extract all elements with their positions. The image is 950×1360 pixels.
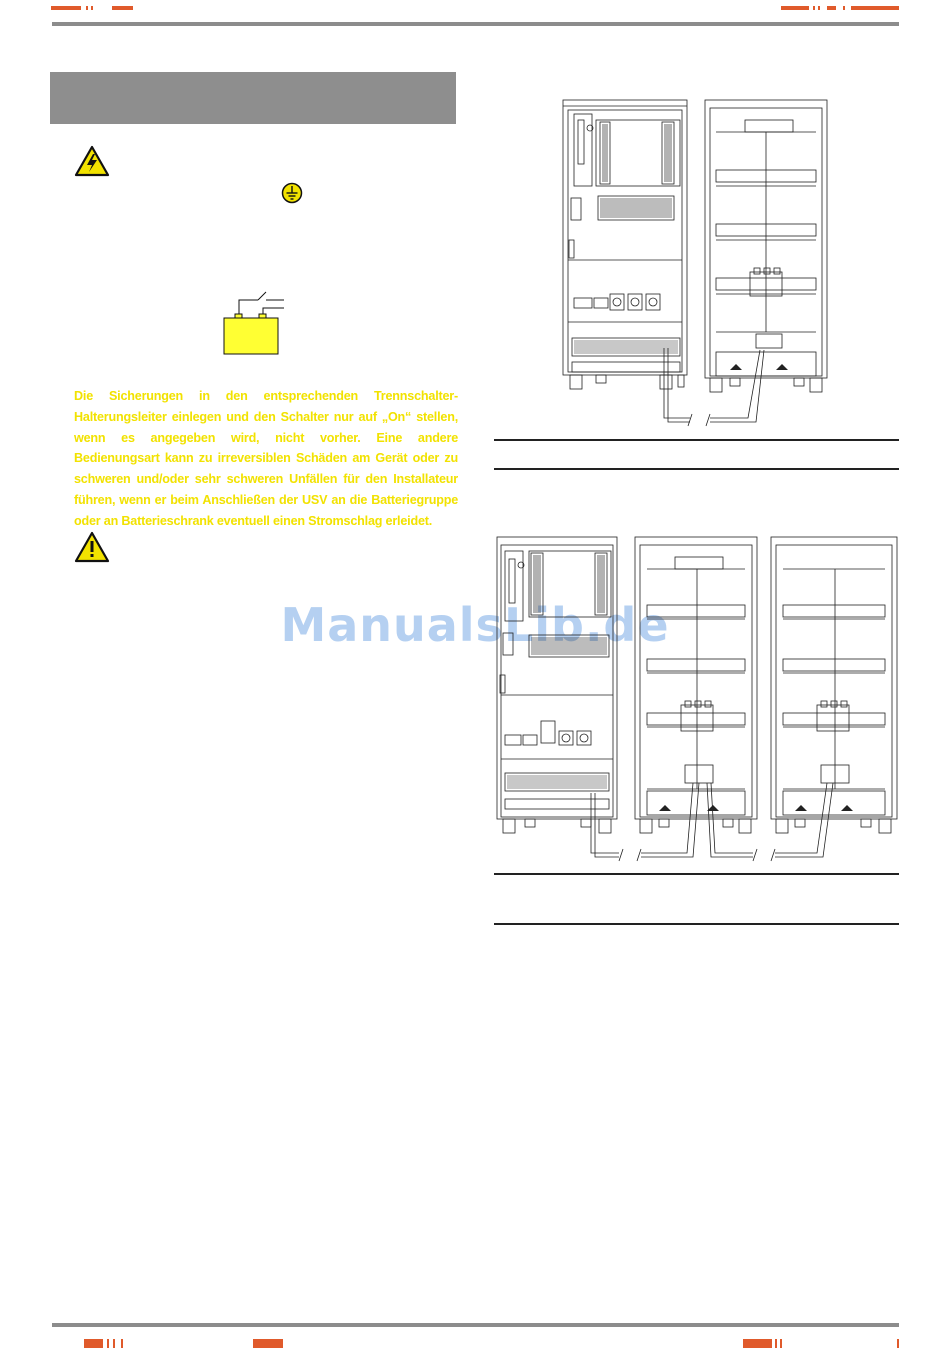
footer-accent-tick [775,1339,777,1348]
header-accent-tick [86,6,88,10]
footer-accent-tick [121,1339,123,1348]
figure-1-caption-rule-bottom [494,468,899,470]
figure-ups-one-battery-cabinet [560,100,830,435]
header-accent-bar-right2 [827,6,836,10]
header-accent-tick [843,6,845,10]
footer-accent-bar-mid [253,1339,283,1348]
header-accent-tick [91,6,93,10]
fuse-warning-paragraph: Die Sicherungen in den entsprechenden Trennschalter-Halterungsleiter einlegen und den Schalter nur auf „On“ stellen, wenn es angegeben wird, nicht vorher. Eine andere Bedienungsart kann zu irreversiblen Schäden am Gerät oder zu schweren und/oder sehr schweren Unfällen für den Installateur führen, wenn er beim Anschließen der USV an die Batteriegruppe oder an Batterieschrank eventuell einen Stromschlag erleidet. [74,389,458,528]
figure-2-caption-rule-top [494,873,899,875]
footer-accent-tick [113,1339,115,1348]
battery-icon [222,288,284,356]
footer-accent-bar [84,1339,103,1348]
bottom-rule [52,1323,899,1327]
figure-1-caption-rule-top [494,439,899,441]
footer-accent-tick [107,1339,109,1348]
general-warning-icon [74,531,110,563]
watermark: ManualsLib.de [280,598,670,652]
figure-2-caption-rule-bottom [494,923,899,925]
header-accent-bar-right3 [851,6,899,10]
figure-ups-two-battery-cabinets [495,537,900,864]
header-accent-bar-left [51,6,81,10]
header-accent-tick [818,6,820,10]
ground-icon [281,182,303,204]
header-accent-bar-left2 [112,6,133,10]
header-accent-bar-right [781,6,809,10]
electric-hazard-icon [74,145,110,177]
footer-accent-tick [897,1339,899,1348]
top-rule [52,22,899,26]
header-accent-tick [813,6,815,10]
footer-accent-bar-right [743,1339,772,1348]
section-header-bar [50,72,456,124]
footer-accent-tick [780,1339,782,1348]
